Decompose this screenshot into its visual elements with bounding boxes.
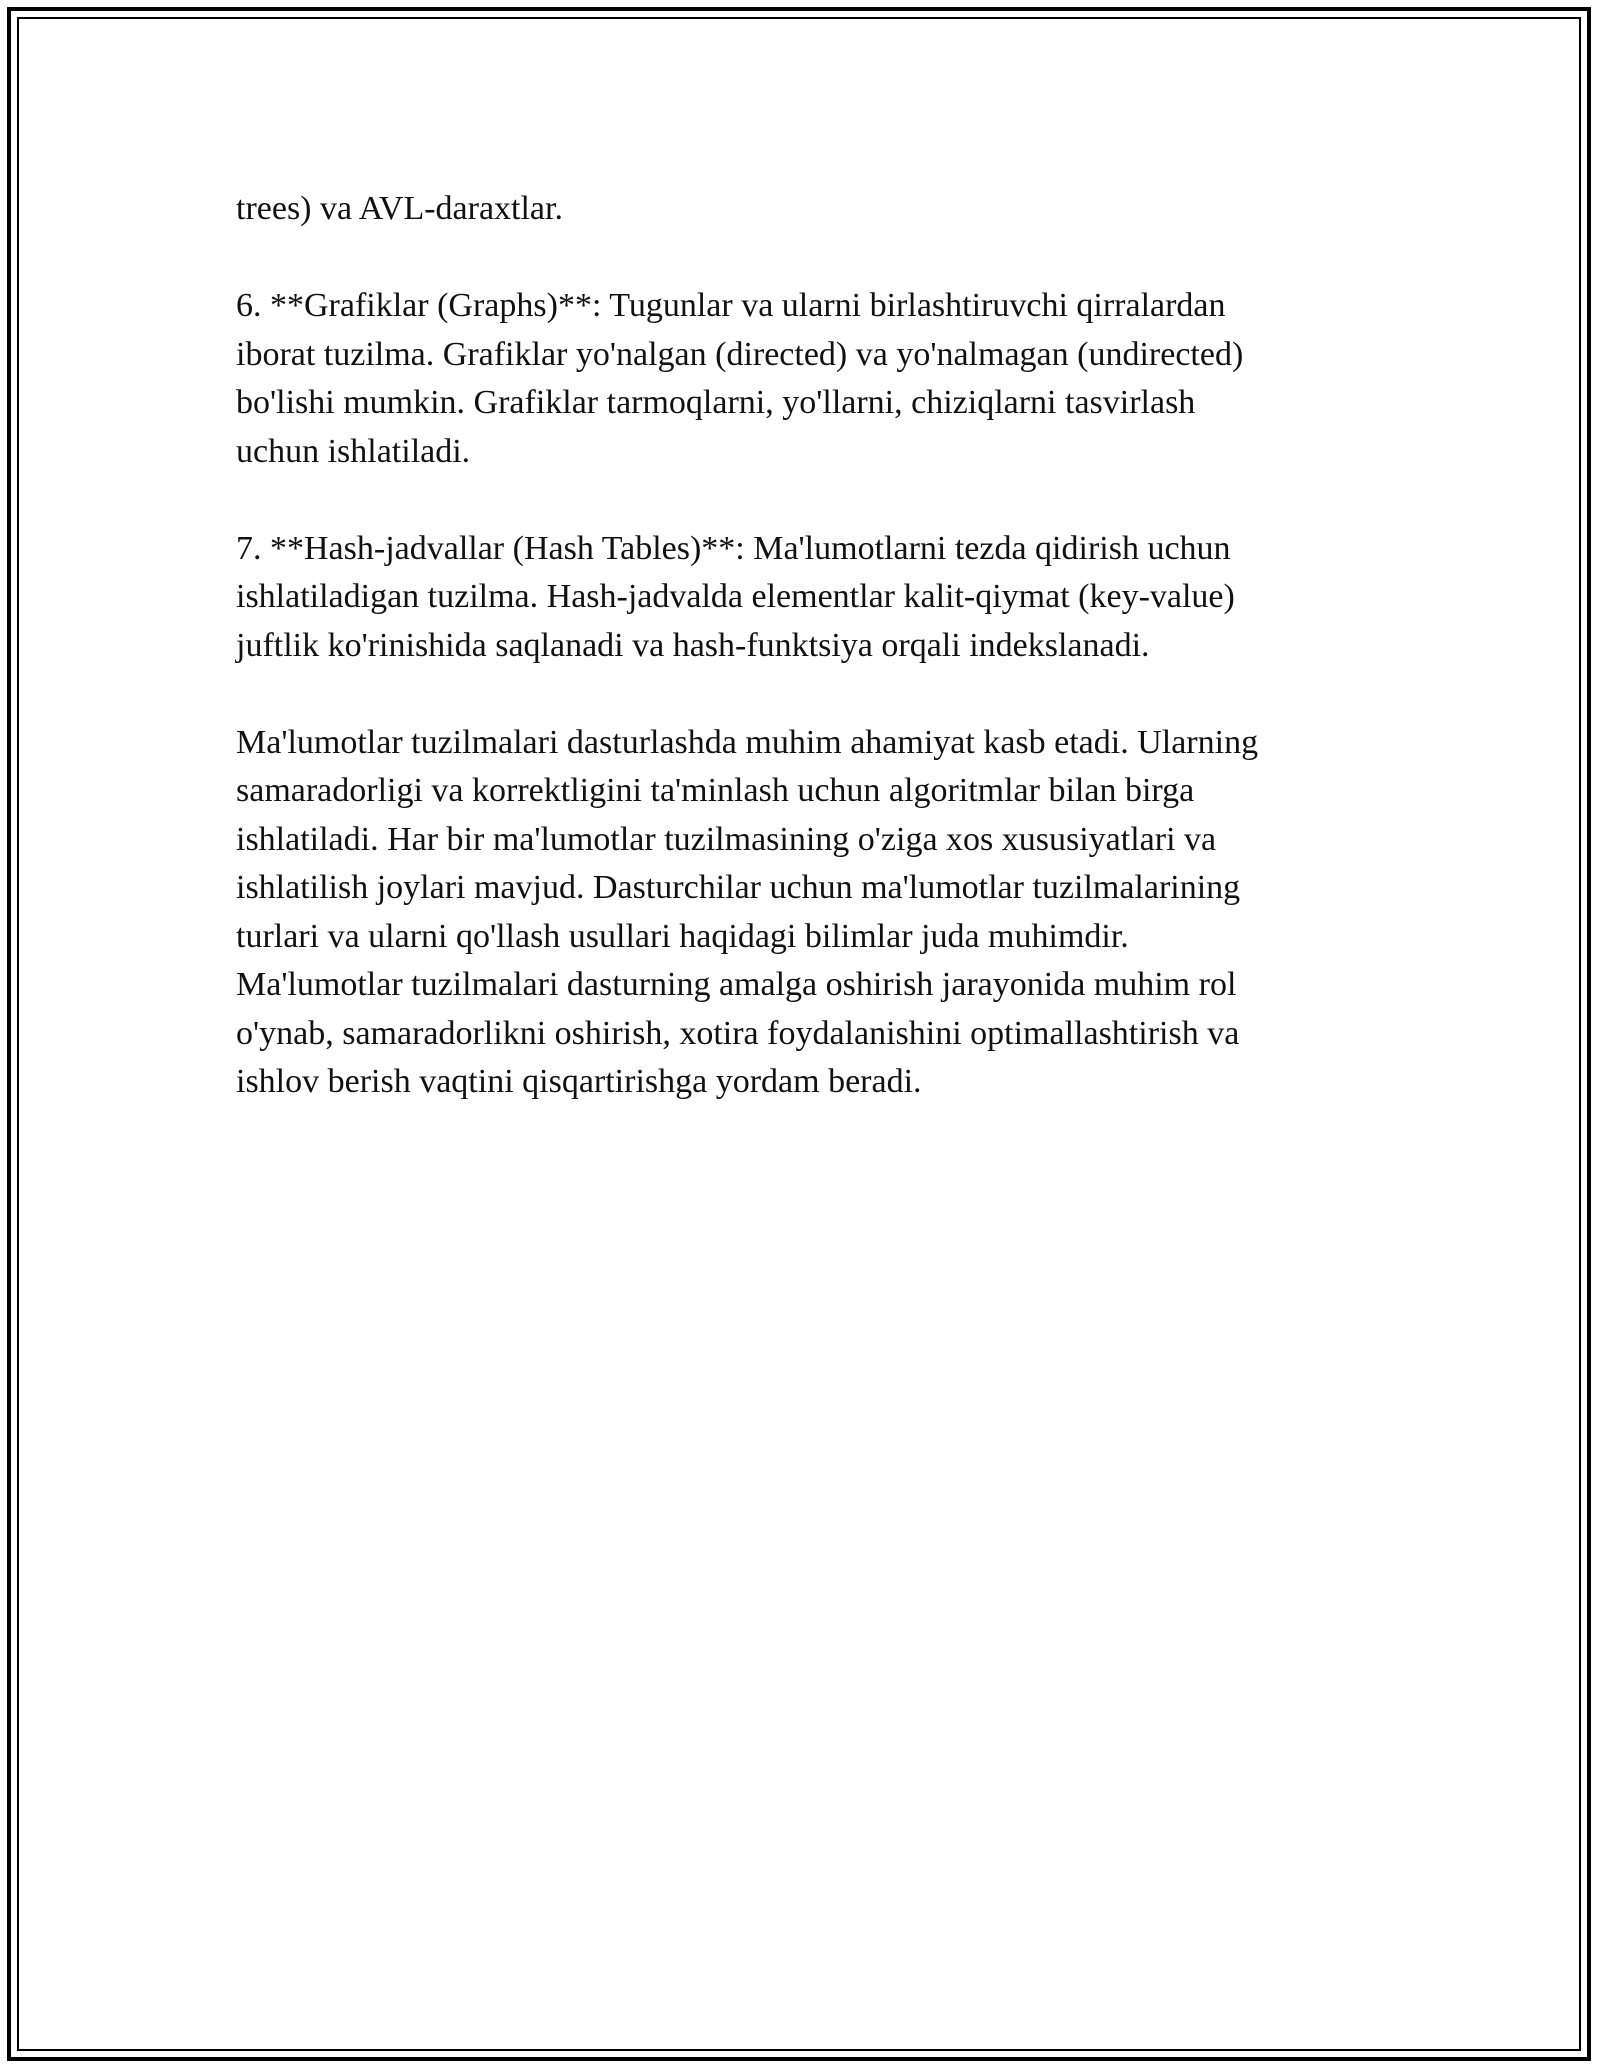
document-body <box>236 185 1366 1107</box>
paragraph-hash-tables: 7. **Hash-jadvallar (Hash Tables)**: Ma'lumotlarni tezda qidirish uchun ishlatiladigan tuzilma. Hash-jadvalda elementlar kalit-qiymat (key-value) juftlik ko'rinishida saqlanadi va hash-funktsiya orqali indekslanadi. <box>236 529 1235 664</box>
paragraph-conclusion: Ma'lumotlar tuzilmalari dasturlashda muhim ahamiyat kasb etadi. Ularning samaradorligi va korrektligini ta'minlash uchun algoritmlar bilan birga ishlatiladi. Har bir ma'lumotlar tuzilmasining o'ziga xos xususiyatlari va ishlatilish joylari mavjud. Dasturchilar uchun ma'lumotlar tuzilmalarining turlari va ularni qo'llash usullari haqidagi bilimlar juda muhimdir. Ma'lumotlar tuzilmalari dasturning amalga oshirish jarayonida muhim rol o'ynab, samaradorlikni oshirish, xotira foydalanishini optimallashtirish va ishlov berish vaqtini qisqartirishga yordam beradi. <box>236 723 1259 1100</box>
paragraph-graphs: 6. **Grafiklar (Graphs)**: Tugunlar va ularni birlashtiruvchi qirralardan iborat tuzilma. Grafiklar yo'nalgan (directed) va yo'nalmagan (undirected) bo'lishi mumkin. Grafiklar tarmoqlarni, yo'llarni, chiziqlarni tasvirlash uchun ishlatiladi. <box>236 287 1244 470</box>
paragraph-continuation: trees) va AVL-daraxtlar. <box>236 190 563 227</box>
